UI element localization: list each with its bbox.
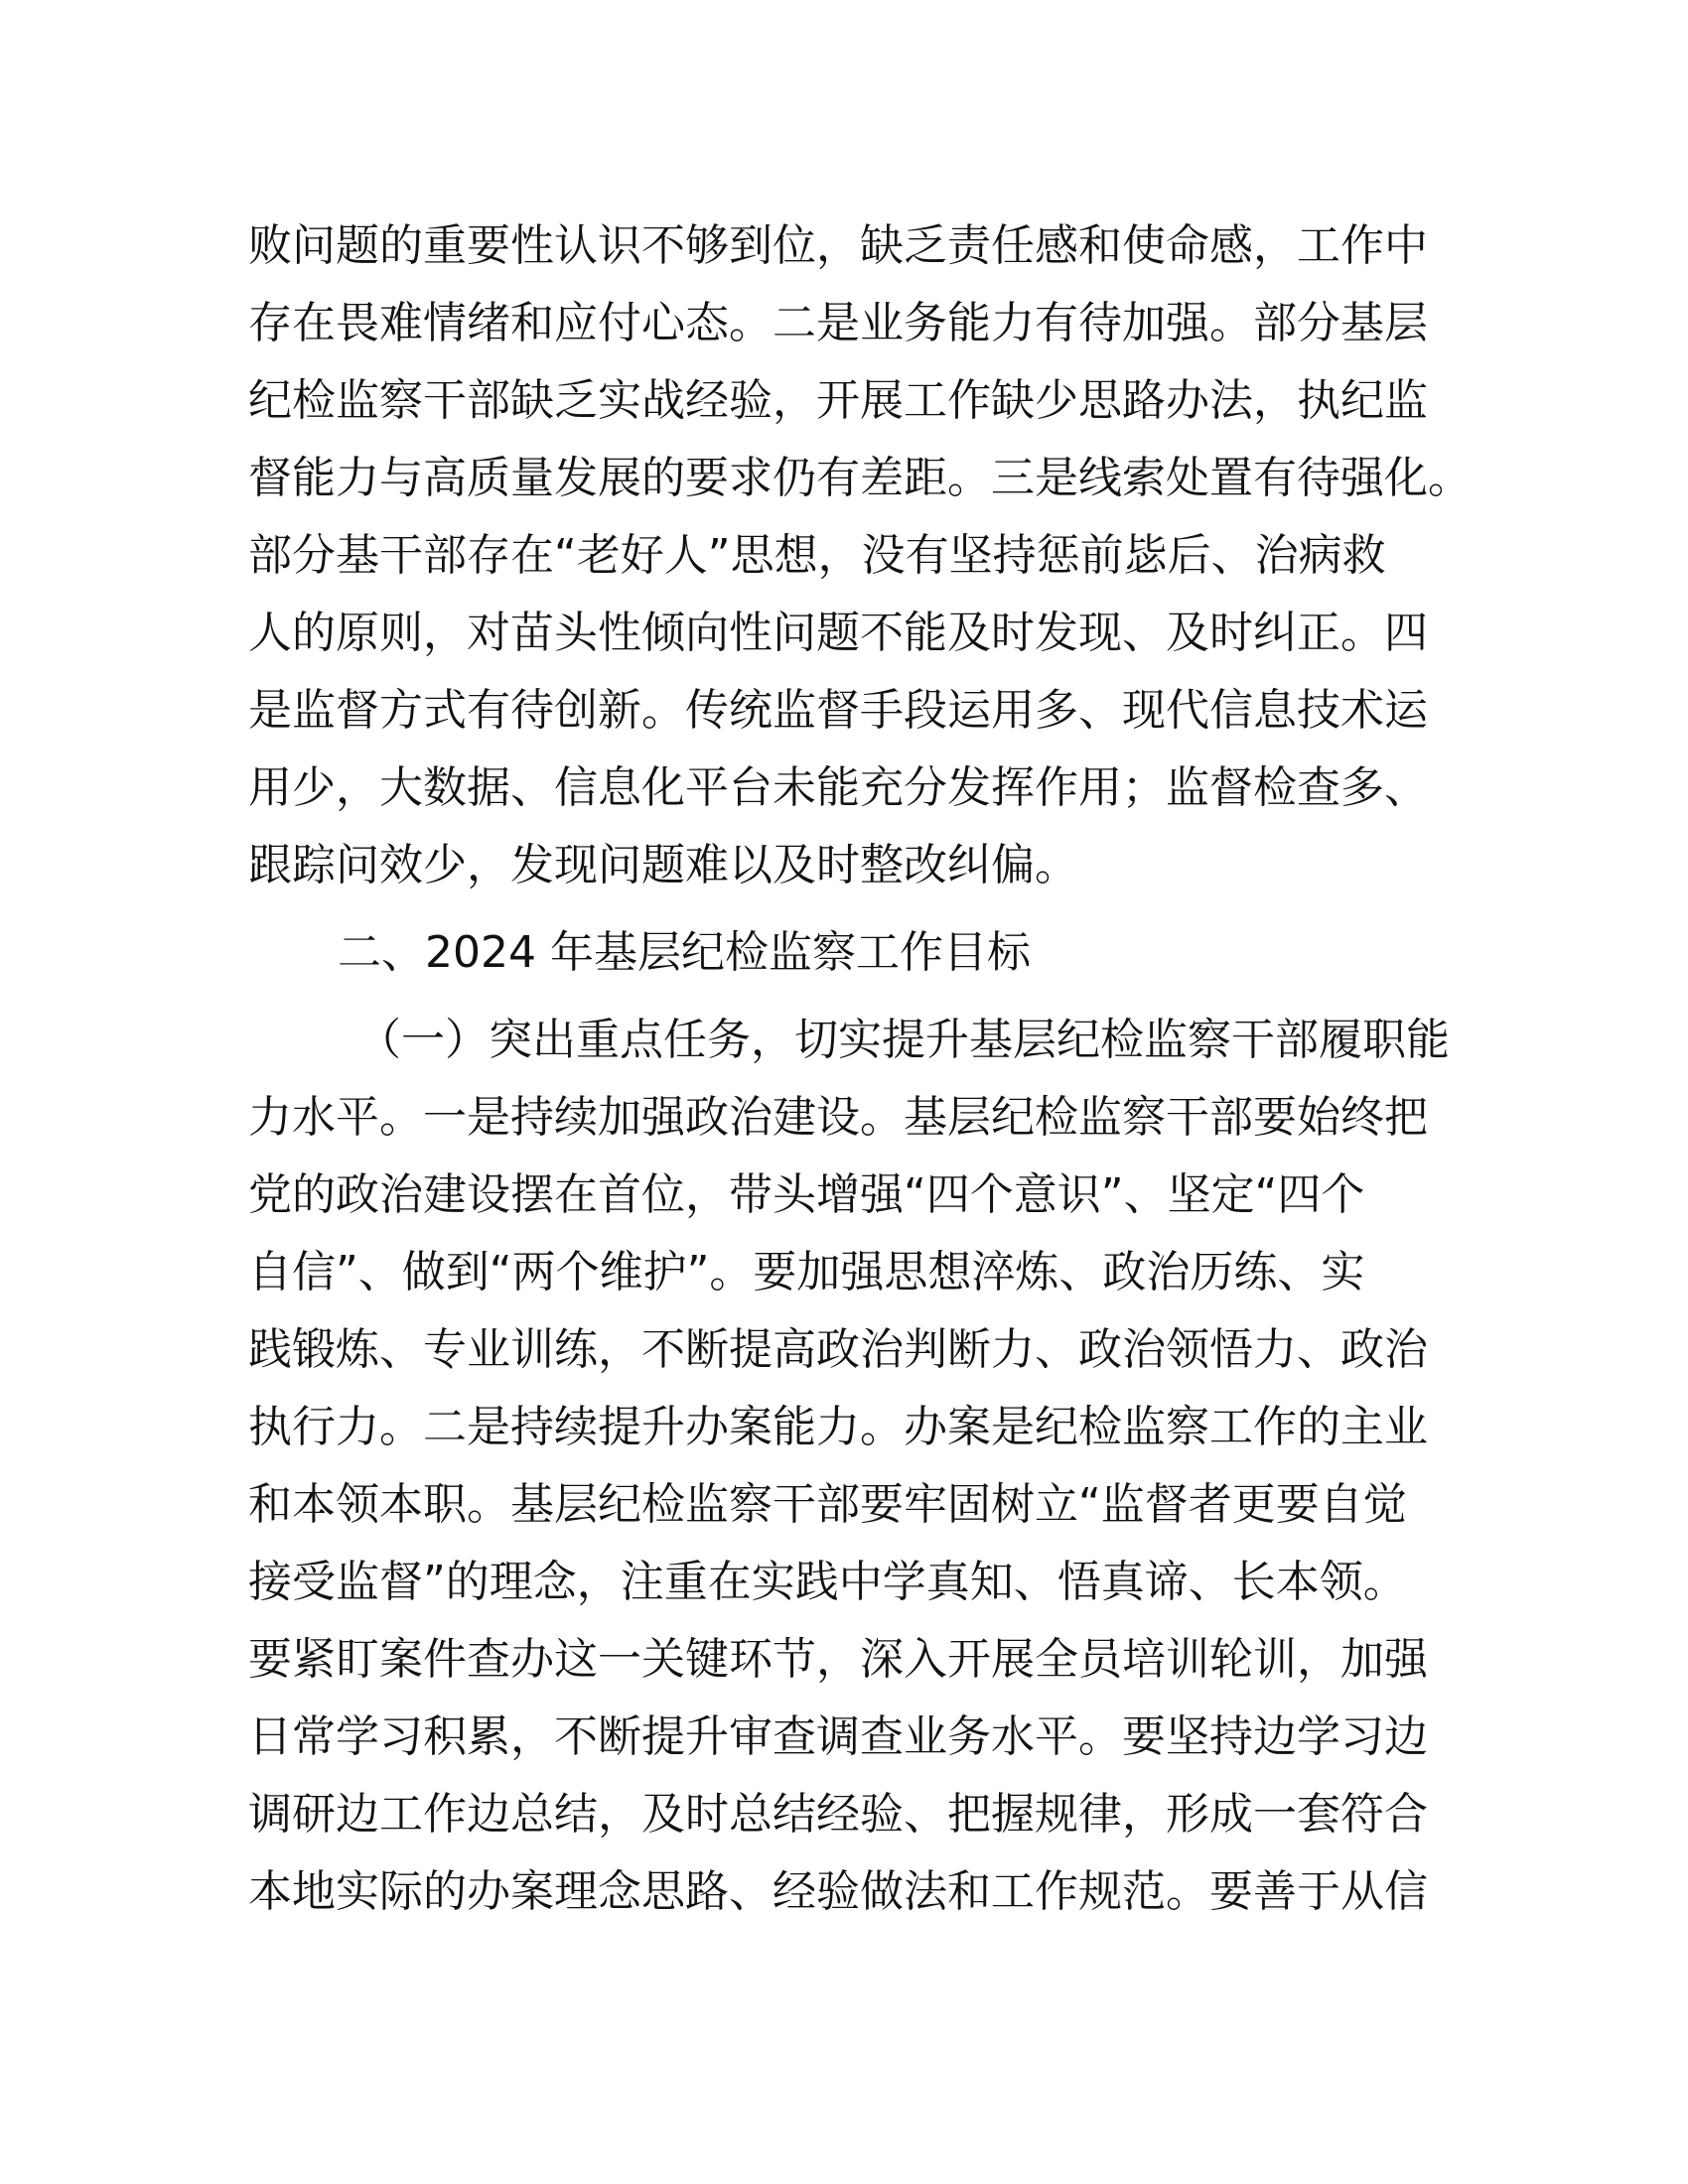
paragraph-line: 存在畏难情绪和应付心态。二是业务能力有待加强。部分基层 xyxy=(248,298,1428,348)
paragraph-line: 本地实际的办案理念思路、经验做法和工作规范。要善于从信 xyxy=(248,1866,1428,1917)
paragraph-line: 调研边工作边总结，及时总结经验、把握规律，形成一套符合 xyxy=(248,1789,1428,1840)
paragraph-line: 接受监督”的理念，注重在实践中学真知、悟真谛、长本领。 xyxy=(248,1557,1407,1607)
paragraph-line: 纪检监察干部缺乏实战经验，开展工作缺少思路办法，执纪监 xyxy=(248,375,1428,426)
paragraph-line: 自信”、做到“两个维护”。要加强思想淬炼、政治历练、实 xyxy=(248,1247,1365,1297)
paragraph-line: 要紧盯案件查办这一关键环节，深入开展全员培训轮训，加强 xyxy=(248,1634,1428,1685)
paragraph-line: 践锻炼、专业训练，不断提高政治判断力、政治领悟力、政治 xyxy=(248,1324,1428,1375)
paragraph-line: 人的原则，对苗头性倾向性问题不能及时发现、及时纠正。四 xyxy=(248,608,1428,658)
paragraph-line: 部分基干部存在“老好人”思想，没有坚持惩前毖后、治病救 xyxy=(248,530,1386,581)
paragraph-line: （一）突出重点任务，切实提升基层纪检监察干部履职能 xyxy=(357,1015,1450,1065)
paragraph-line: 执行力。二是持续提升办案能力。办案是纪检监察工作的主业 xyxy=(248,1402,1428,1452)
paragraph-line: 督能力与高质量发展的要求仍有差距。三是线索处置有待强化。 xyxy=(248,453,1472,503)
paragraph-line: 败问题的重要性认识不够到位，缺乏责任感和使命感，工作中 xyxy=(248,220,1428,271)
paragraph-line: 用少，大数据、信息化平台未能充分发挥作用；监督检查多、 xyxy=(248,762,1428,813)
paragraph-line: 力水平。一是持续加强政治建设。基层纪检监察干部要始终把 xyxy=(248,1092,1428,1143)
paragraph-line: 党的政治建设摆在首位，带头增强“四个意识”、坚定“四个 xyxy=(248,1169,1365,1220)
paragraph-line: 是监督方式有待创新。传统监督手段运用多、现代信息技术运 xyxy=(248,685,1428,736)
paragraph-line: 日常学习积累，不断提升审查调查业务水平。要坚持边学习边 xyxy=(248,1711,1428,1762)
paragraph-line: 跟踪问效少，发现问题难以及时整改纠偏。 xyxy=(248,840,1078,890)
paragraph-line: 和本领本职。基层纪检监察干部要牢固树立“监督者更要自觉 xyxy=(248,1479,1407,1530)
section-heading: 二、2024 年基层纪检监察工作目标 xyxy=(338,927,1031,978)
